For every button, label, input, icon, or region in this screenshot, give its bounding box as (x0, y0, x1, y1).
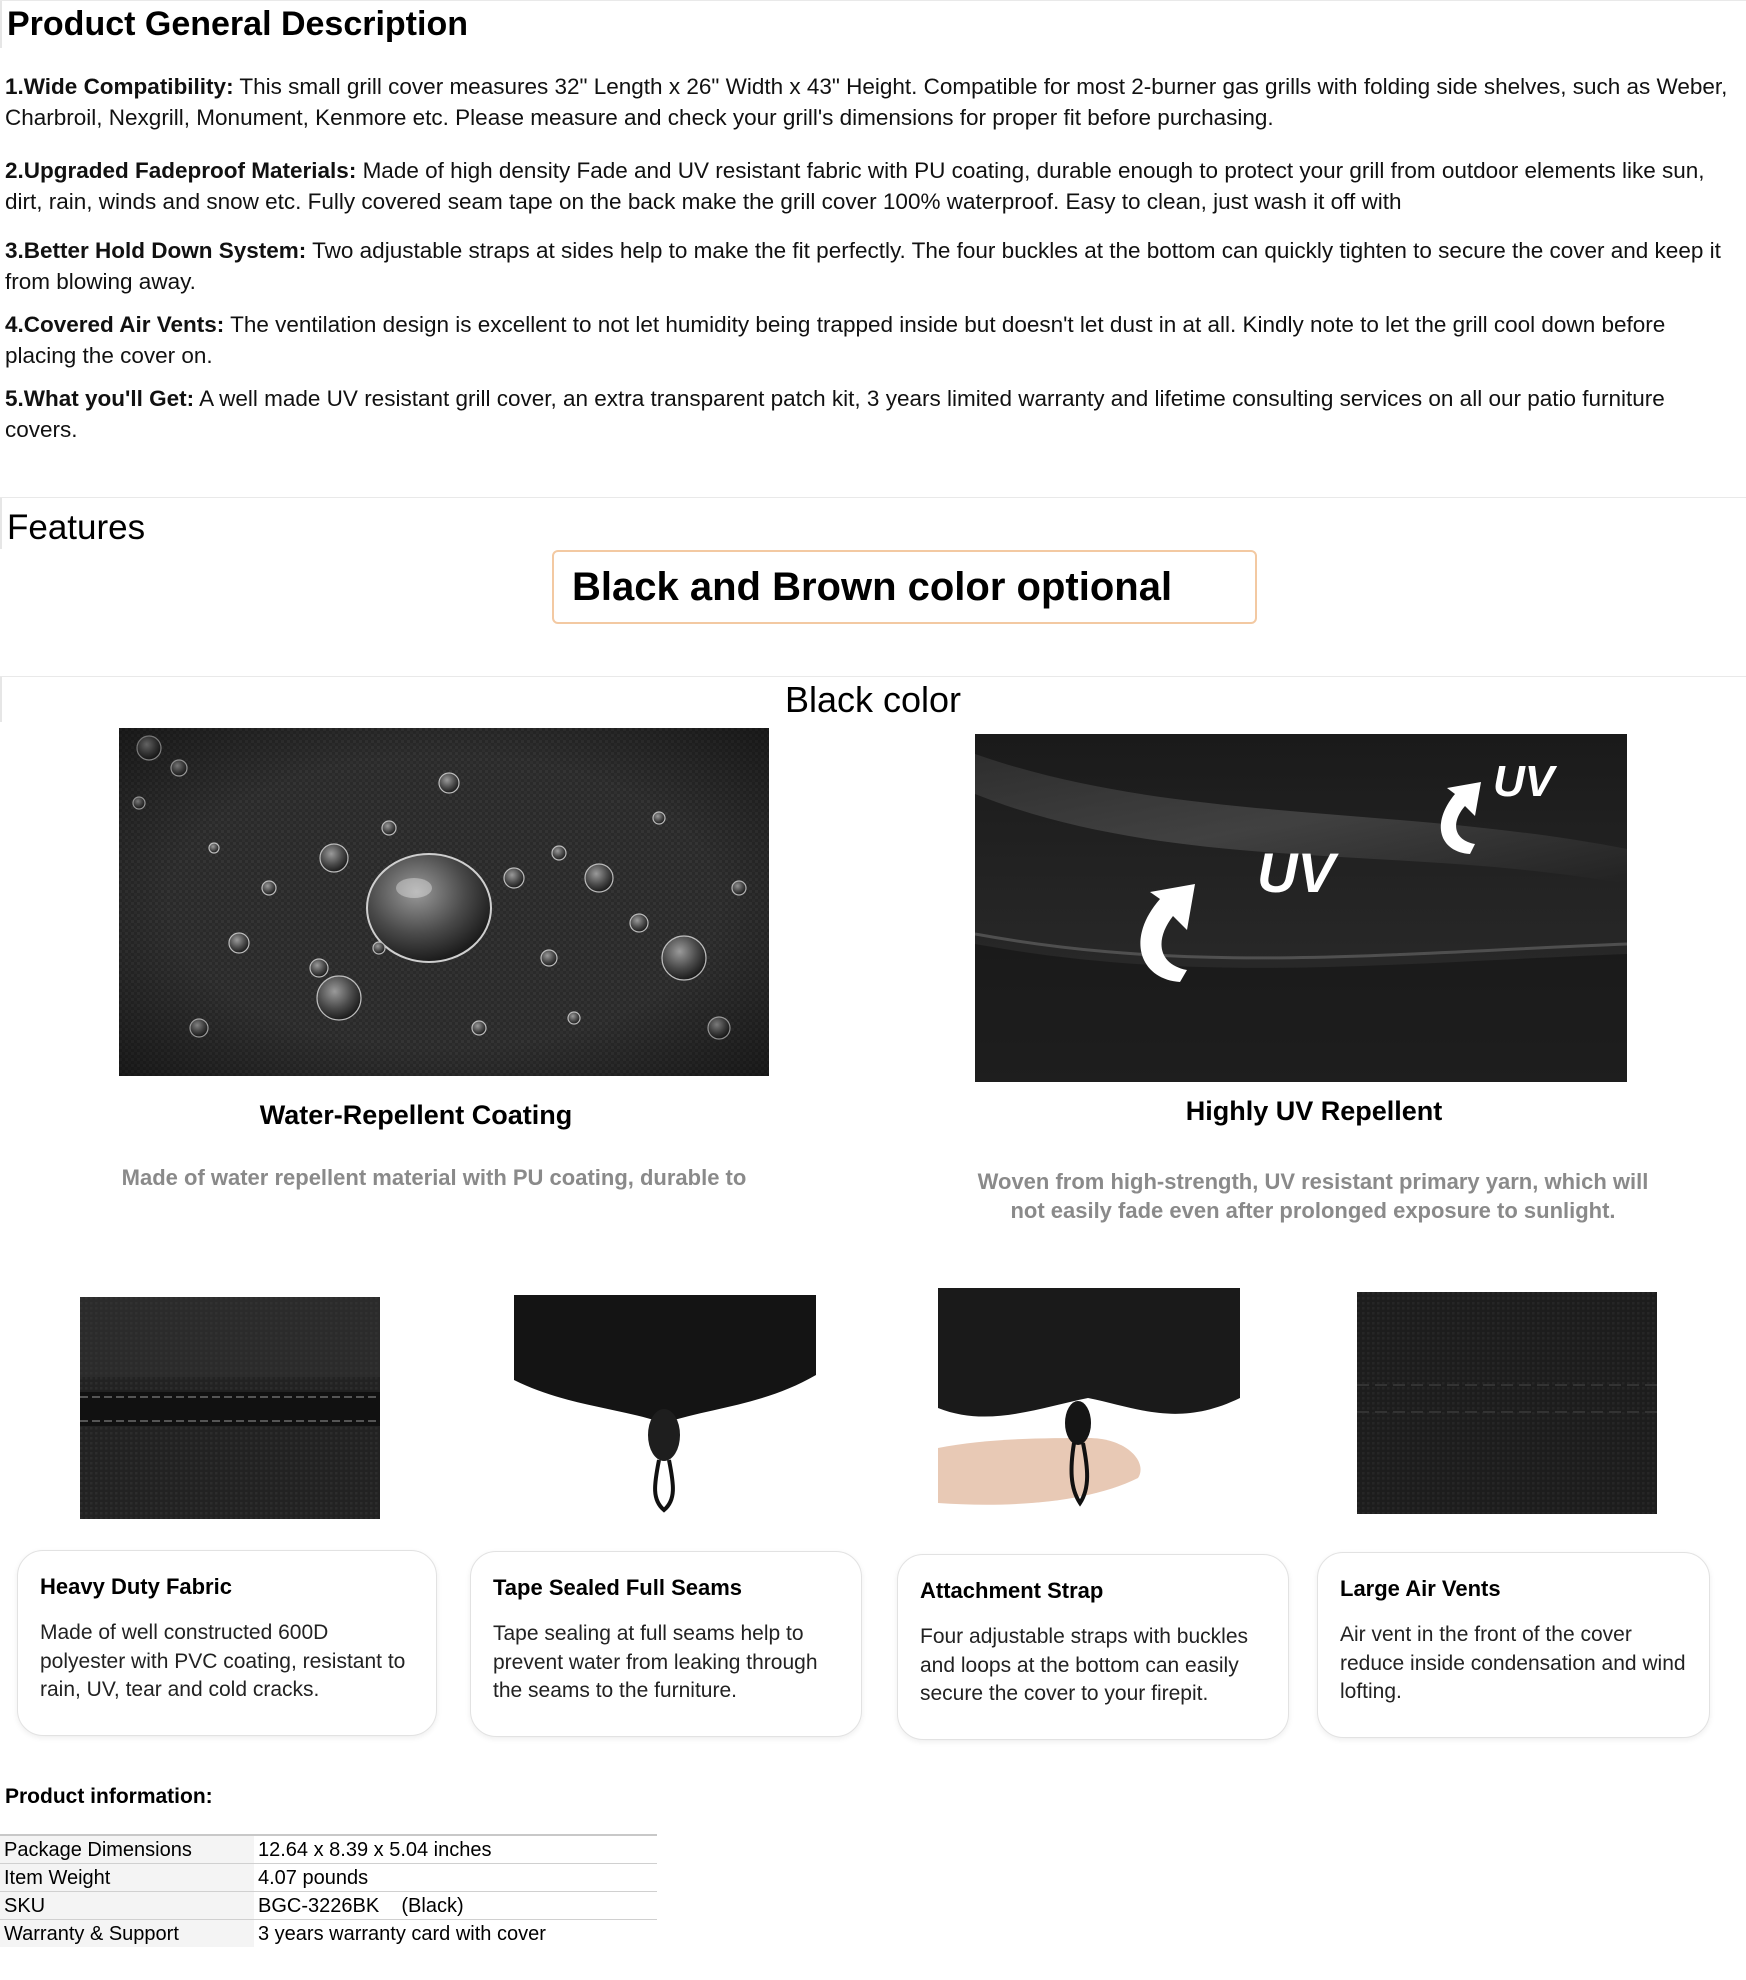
table-value: 4.07 pounds (254, 1864, 657, 1892)
feature-desc-water-repellent: Made of water repellent material with PU coating, durable to (121, 1165, 747, 1190)
section-title: Black color (784, 679, 962, 720)
card-title: Attachment Strap (920, 1578, 1104, 1603)
description-text: Made of high density Fade and UV resistant fabric with PU coating, durable enough to protect your grill from outdoor elements like sun, dirt, rain, winds and snow etc. Fully covered seam tape on the back make the grill cover 100% waterproof. Easy to clean, just wash it off with (5, 158, 1705, 214)
description-item (5, 235, 1738, 299)
card-body: Made of well constructed 600D polyester with PVC coating, resistant to rain, UV, tear and cold cracks. (40, 1621, 406, 1701)
description-item (5, 71, 1738, 135)
description-item (5, 309, 1738, 373)
card-title: Heavy Duty Fabric (40, 1574, 232, 1599)
table-row (0, 1835, 657, 1864)
divider (0, 497, 1746, 498)
description-label: 3.Better Hold Down System: (5, 238, 307, 263)
table-key: Warranty & Support (0, 1920, 254, 1948)
card-title: Large Air Vents (1340, 1576, 1501, 1601)
divider (0, 676, 1746, 677)
table-key: Package Dimensions (0, 1835, 254, 1864)
table-value: 12.64 x 8.39 x 5.04 inches (254, 1835, 657, 1864)
table-row (0, 1920, 657, 1948)
table-key: SKU (0, 1892, 254, 1920)
description-text: Two adjustable straps at sides help to make the fit perfectly. The four buckles at the bottom can quickly tighten to secure the cover and keep it from blowing away. (5, 238, 1721, 294)
description-text: The ventilation design is excellent to not let humidity being trapped inside but doesn't let dust in at all. Kindly note to let the grill cool down before placing the cover on. (5, 312, 1666, 368)
card-body: Air vent in the front of the cover reduce inside condensation and wind lofting. (1340, 1623, 1686, 1703)
table-value: 3 years warranty card with cover (258, 1922, 546, 1945)
water-repellent-photo (119, 728, 769, 1076)
left-rule (0, 497, 2, 549)
divider (0, 0, 1746, 1)
left-rule (0, 0, 2, 48)
color-options-banner: Black and Brown color optional (552, 550, 1257, 624)
table-row (0, 1892, 657, 1920)
heavy-duty-fabric-photo (80, 1297, 380, 1519)
uv-repellent-photo (975, 734, 1627, 1082)
description-label: 4.Covered Air Vents: (5, 312, 225, 337)
attachment-strap-photo (938, 1288, 1240, 1512)
table-row (0, 1864, 657, 1892)
description-label: 5.What you'll Get: (5, 386, 195, 411)
feature-title-water-repellent: Water-Repellent Coating (259, 1100, 573, 1130)
product-info-table (0, 1834, 657, 1947)
uv-label: UV (1493, 757, 1555, 806)
large-air-vents-photo (1357, 1292, 1657, 1514)
card-body: Tape sealing at full seams help to prevent water from leaking through the seams to the furniture. (493, 1622, 818, 1702)
description-label: 1.Wide Compatibility: (5, 74, 234, 99)
description-text: This small grill cover measures 32" Length x 26" Width x 43" Height. Compatible for most 2-burner gas grills with folding side shelves, such as Weber, Charbroil, Nexgrill, Monument, Kenmore etc. Please measure and check your grill's dimensions for proper fit before purchasing. (5, 74, 1728, 130)
table-value: BGC-3226BK (Black) (254, 1892, 657, 1920)
feature-card (17, 1550, 437, 1736)
table-key: Item Weight (0, 1864, 254, 1892)
feature-card (470, 1551, 862, 1737)
product-info-title: Product information: (5, 1785, 213, 1808)
card-body: Four adjustable straps with buckles and loops at the bottom can easily secure the cover to your firepit. (920, 1625, 1248, 1705)
description-text: A well made UV resistant grill cover, an extra transparent patch kit, 3 years limited warranty and lifetime consulting services on all our patio furniture covers. (5, 386, 1665, 442)
tape-sealed-seams-photo (514, 1295, 816, 1519)
uv-label: UV (1257, 841, 1335, 904)
description-item (5, 155, 1738, 217)
description-label: 2.Upgraded Fadeproof Materials: (5, 158, 357, 183)
description-item (5, 383, 1738, 447)
feature-title-uv-repellent: Highly UV Repellent (1185, 1096, 1443, 1126)
page-title: Product General Description (7, 5, 468, 43)
feature-card (1317, 1552, 1710, 1738)
feature-card (897, 1554, 1289, 1740)
card-title: Tape Sealed Full Seams (493, 1575, 743, 1600)
features-heading: Features (7, 508, 146, 547)
feature-desc-uv-repellent: Woven from high-strength, UV resistant primary yarn, which will not easily fade even after prolonged exposure to sunlight. (977, 1169, 1649, 1223)
